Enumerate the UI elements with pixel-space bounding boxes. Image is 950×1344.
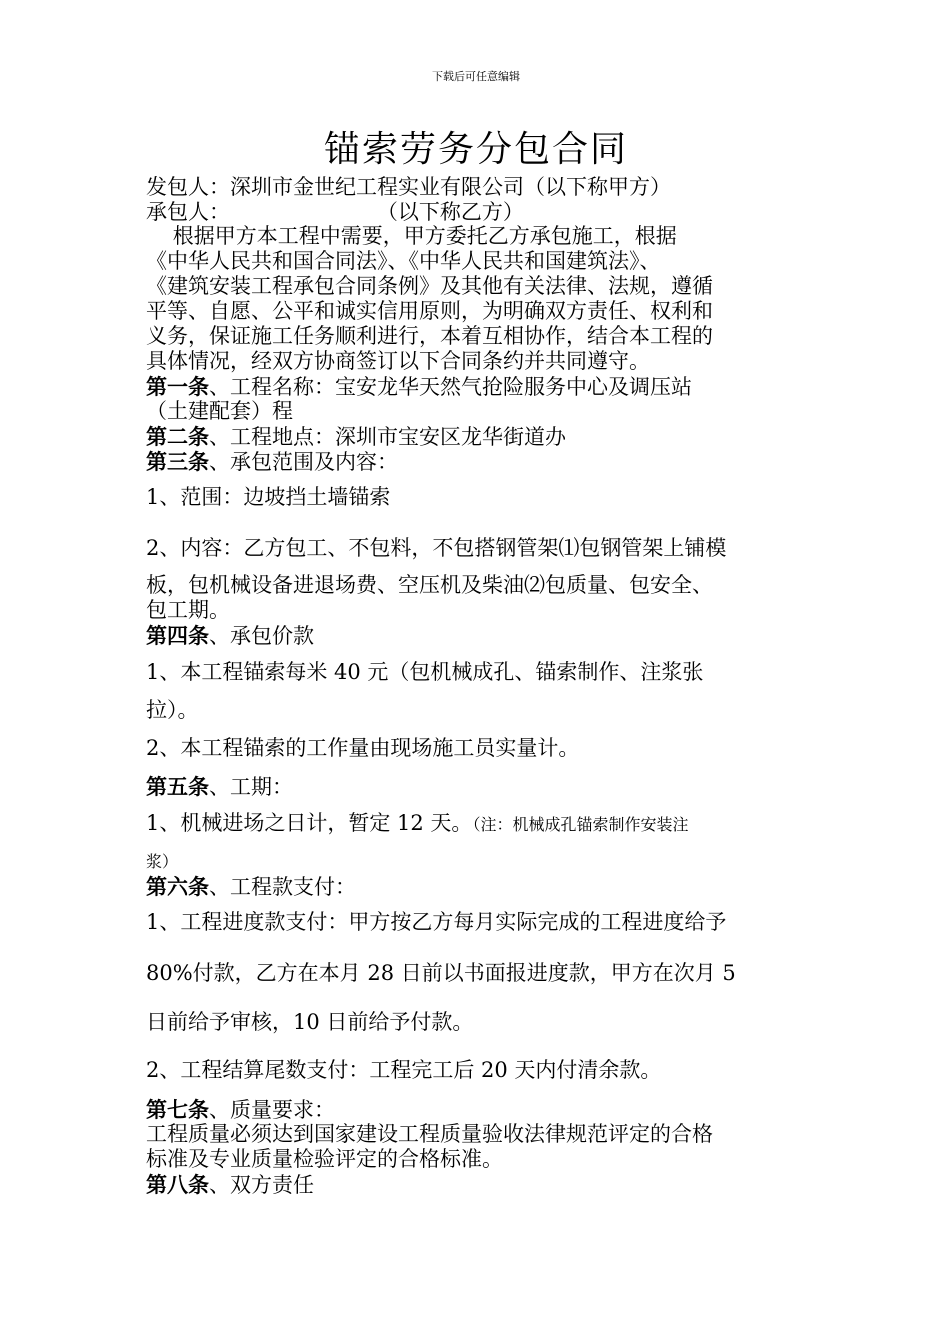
- contract-title: 锚索劳务分包合同: [323, 129, 628, 170]
- article-4-item-1: 1、本工程锚索每米 40 元（包机械成孔、锚索制作、注浆张: [146, 660, 704, 684]
- article-7-heading: 第七条、质量要求：: [146, 1097, 335, 1122]
- article-6-item-2: 2、工程结算尾数支付：工程完工后 20 天内付清余款。: [146, 1058, 662, 1082]
- line-preamble-2: 《中华人民共和国合同法》、《中华人民共和国建筑法》、: [146, 249, 661, 273]
- line-preamble-6: 具体情况，经双方协商签订以下合同条约并共同遵守。: [146, 349, 650, 373]
- article-7-body-1: 工程质量必须达到国家建设工程质量验收法律规范评定的合格: [146, 1122, 713, 1146]
- article-8-heading: 第八条、双方责任: [146, 1172, 314, 1197]
- article-4-heading: 第四条、承包价款: [146, 623, 314, 648]
- header-note: 下载后可任意编辑: [432, 70, 520, 83]
- line-contractor: 承包人： （以下称乙方）: [146, 200, 524, 224]
- article-6-heading: 第六条、工程款支付：: [146, 874, 356, 899]
- article-5-item-1-note: 浆）: [146, 852, 179, 871]
- article-7-body-2: 标准及专业质量检验评定的合格标准。: [146, 1147, 503, 1171]
- article-4-item-2: 2、本工程锚索的工作量由现场施工员实量计。: [146, 736, 580, 760]
- line-preamble-3: 《建筑安装工程承包合同条例》及其他有关法律、法规，遵循: [146, 274, 713, 298]
- article-6-item-1: 1、工程进度款支付：甲方按乙方每月实际完成的工程进度给予: [146, 910, 727, 934]
- article-1-heading: 第一条、工程名称：宝安龙华天然气抢险服务中心及调压站: [146, 374, 692, 399]
- article-6-item-1-end: 日前给予审核，10 日前给予付款。: [146, 1010, 474, 1034]
- article-6-item-1-cont: 80%付款，乙方在本月 28 日前以书面报进度款，甲方在次月 5: [146, 961, 736, 985]
- article-3-item-2-end: 包工期。: [146, 598, 230, 622]
- line-preamble-4: 平等、自愿、公平和诚实信用原则，为明确双方责任、权利和: [146, 299, 713, 323]
- article-3-item-2-cont: 板，包机械设备进退场费、空压机及柴油⑵包质量、包安全、: [146, 573, 713, 597]
- article-4-item-1-cont: 拉）。: [146, 698, 199, 722]
- article-3-heading: 第三条、承包范围及内容：: [146, 449, 398, 474]
- line-preamble-5: 义务，保证施工任务顺利进行，本着互相协作，结合本工程的: [146, 324, 713, 348]
- article-1-cont: （土建配套）程: [146, 399, 293, 423]
- article-5-item-1: 1、机械进场之日计，暂定 12 天。（注：机械成孔锚索制作安装注: [146, 811, 689, 835]
- article-2-heading: 第二条、工程地点：深圳市宝安区龙华街道办: [146, 424, 566, 449]
- line-preamble-1: 根据甲方本工程中需要，甲方委托乙方承包施工，根据: [146, 224, 677, 248]
- article-3-item-1: 1、范围：边坡挡土墙锚索: [146, 485, 391, 509]
- line-employer: 发包人：深圳市金世纪工程实业有限公司（以下称甲方）: [146, 175, 671, 199]
- article-3-item-2: 2、内容：乙方包工、不包料，不包搭钢管架⑴包钢管架上铺模: [146, 536, 727, 560]
- article-5-heading: 第五条、工期：: [146, 774, 293, 799]
